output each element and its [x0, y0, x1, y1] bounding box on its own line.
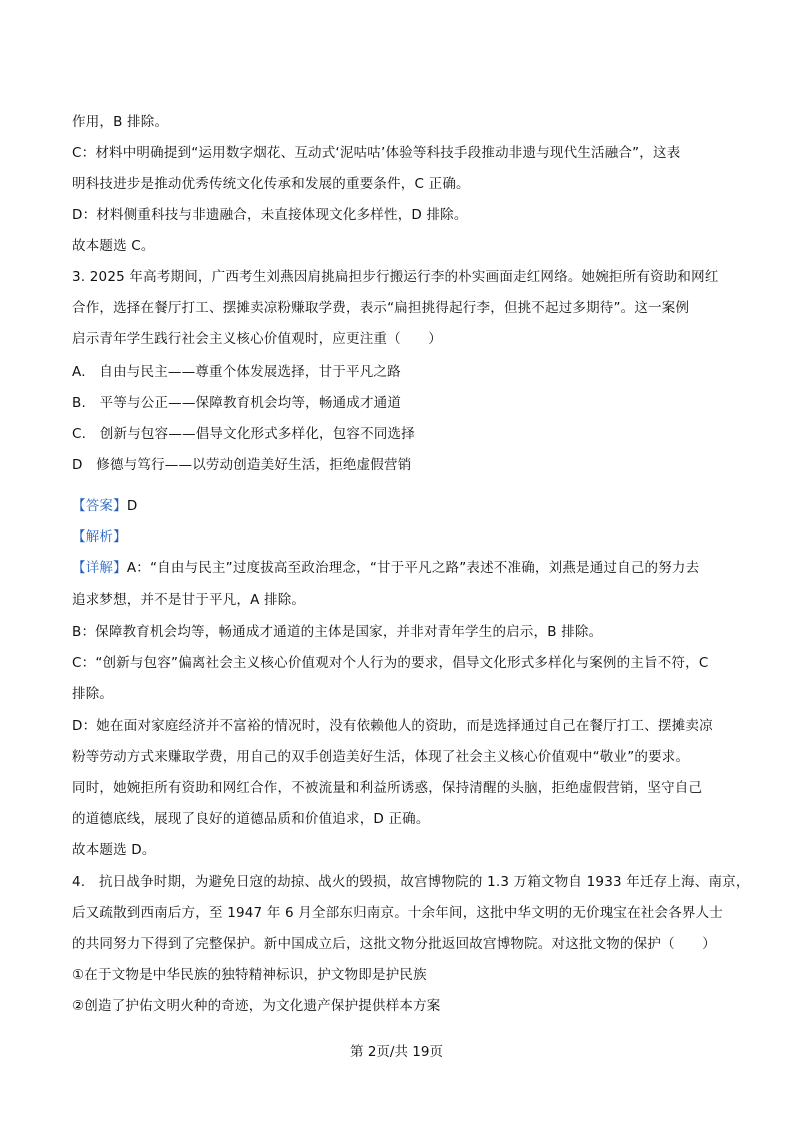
- text-line: 明科技进步是推动优秀传统文化传承和发展的重要条件，C 正确。: [72, 176, 470, 192]
- text-line: 后又疏散到西南后方，至 1947 年 6 月全部东归南京。十余年间，这批中华文明的无价瑰宝在社会各界人士: [72, 905, 724, 921]
- answer-value: D: [126, 498, 138, 514]
- text-line: 粉等劳动方式来赚取学费，用自己的双手创造美好生活，体现了社会主义核心价值观中“敬业”的要求。: [72, 749, 690, 765]
- text-line: 作用，B 排除。: [72, 114, 169, 130]
- text-line: 排除。: [72, 686, 114, 702]
- text-line: 合作，选择在餐厅打工、摆摊卖凉粉赚取学费，表示“扁担挑得起行李，但挑不起过多期待”。这一案例: [72, 300, 690, 316]
- text-line: 的道德底线，展现了良好的道德品质和价值追求，D 正确。: [72, 811, 430, 827]
- question-3-stem: 3. 2025 年高考期间，广西考生刘燕因肩挑扁担步行搬运行李的朴实画面走红网络。她婉拒所有资助和网红: [72, 269, 719, 285]
- page-number: 第 2页/共 19页: [350, 1044, 443, 1060]
- text-line: C：“创新与包容”偏离社会主义核心价值观对个人行为的要求，倡导文化形式多样化与案例的主旨不符，C: [72, 655, 709, 671]
- text-line: 同时，她婉拒所有资助和网红合作，不被流量和利益所诱惑，保持清醒的头脑，拒绝虚假营销，坚守自己: [72, 780, 703, 796]
- analysis-line: [72, 527, 127, 547]
- text-line: 追求梦想，并不是甘于平凡，A 排除。: [72, 592, 306, 608]
- statement-1: ①在于文物是中华民族的独特精神标识，护文物即是护民族: [72, 967, 427, 983]
- text-line: 的共同努力下得到了完整保护。新中国成立后，这批文物分批返回故宫博物院。对这批文物的保护（ ）: [72, 936, 716, 952]
- option-b: B. 平等与公正——保障教育机会均等，畅通成才通道: [72, 395, 402, 411]
- question-4-stem: 4. 抗日战争时期，为避免日寇的劫掠、战火的毁损，故宫博物院的 1.3 万箱文物自 1933 年迁存上海、南京，: [72, 874, 750, 890]
- text-line: 故本题选 C。: [72, 238, 155, 254]
- text-line: D：材料侧重科技与非遗融合，未直接体现文化多样性，D 排除。: [72, 207, 468, 223]
- statement-2: ②创造了护佑文明火种的奇迹，为文化遗产保护提供样本方案: [72, 998, 441, 1014]
- text-line: B：保障教育机会均等，畅通成才通道的主体是国家，并非对青年学生的启示，B 排除。: [72, 624, 603, 640]
- detail-line: [72, 558, 699, 578]
- detail-text: A：“自由与民主”过度拔高至政治理念，“甘于平凡之路”表述不准确，刘燕是通过自己的努力去: [126, 560, 700, 576]
- text-line: 故本题选 D。: [72, 842, 156, 858]
- detail-tag: 【详解】: [72, 560, 127, 576]
- text-line: C：材料中明确提到“运用数字烟花、互动式‘泥咕咕’体验等科技手段推动非遗与现代生活融合”，这表: [72, 145, 681, 161]
- option-a: A. 自由与民主——尊重个体发展选择，甘于平凡之路: [72, 364, 401, 380]
- text-line: 启示青年学生践行社会主义核心价值观时，应更注重（ ）: [72, 331, 442, 347]
- text-line: D：她在面对家庭经济并不富裕的情况时，没有依赖他人的资助，而是选择通过自己在餐厅打工、摆摊卖凉: [72, 718, 713, 734]
- answer-tag: 【答案】: [72, 498, 127, 514]
- option-c: C. 创新与包容——倡导文化形式多样化，包容不同选择: [72, 426, 415, 442]
- analysis-tag: 【解析】: [72, 529, 127, 545]
- answer-line: [72, 496, 137, 516]
- option-d: D 修德与笃行——以劳动创造美好生活，拒绝虚假营销: [72, 457, 412, 473]
